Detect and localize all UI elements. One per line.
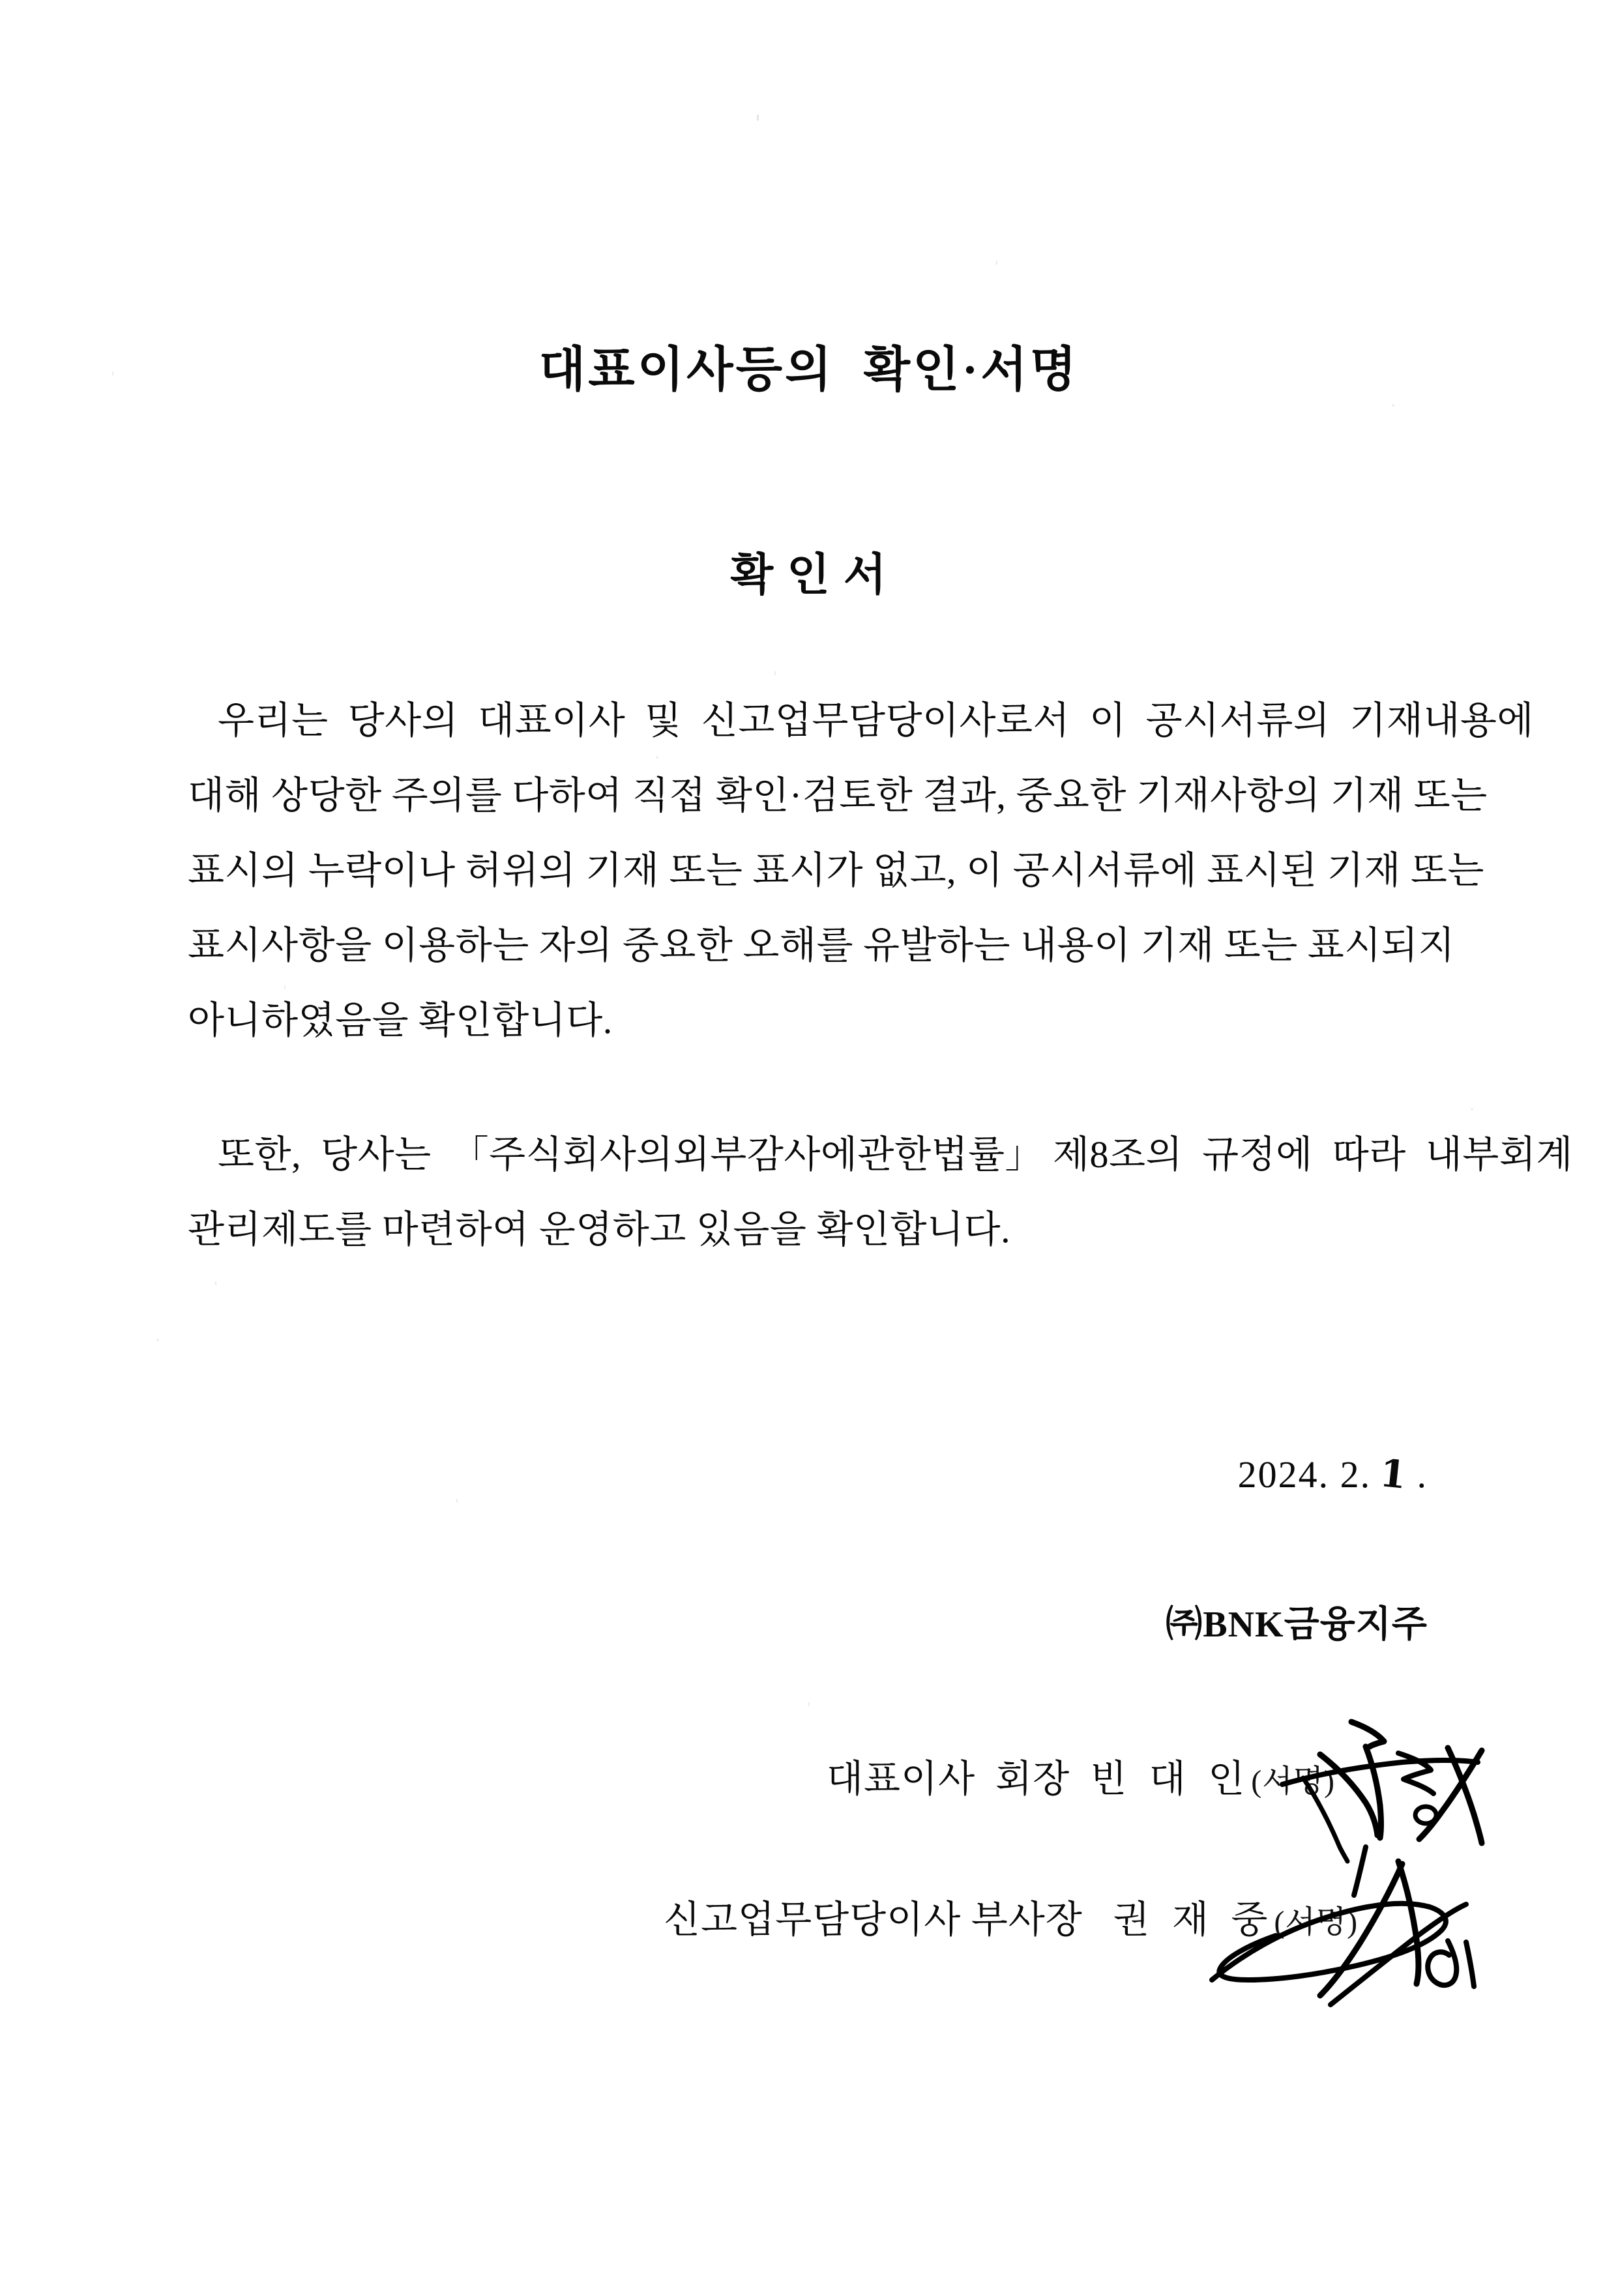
confirmation-paragraph-2 bbox=[188, 1117, 1573, 1267]
scan-speckle bbox=[1471, 1108, 1473, 1111]
scan-speckle bbox=[808, 1702, 810, 1706]
scan-speckle bbox=[215, 1281, 216, 1285]
signature-row-officer bbox=[664, 1889, 1358, 1943]
paragraph-line: 대해 상당한 주의를 다하여 직접 확인·검토한 결과, 중요한 기재사항의 기재 또는 bbox=[188, 774, 1488, 817]
date-trailing-period: . bbox=[1417, 1453, 1428, 1496]
document-subtitle: 확 인 서 bbox=[730, 550, 888, 600]
paragraph-line: 표시의 누락이나 허위의 기재 또는 표시가 없고, 이 공시서류에 표시된 기재 또는 bbox=[188, 849, 1484, 892]
scan-speckle bbox=[757, 115, 759, 121]
signature-name: 빈 대 인 bbox=[1090, 1758, 1252, 1800]
date-day-handwritten: 1 bbox=[1377, 1450, 1410, 1498]
signature-title: 신고업무담당이사 부사장 bbox=[664, 1898, 1083, 1941]
signature-seal-label: (서명) bbox=[1251, 1764, 1335, 1799]
scan-speckle bbox=[996, 261, 997, 265]
page-title: 대표이사등의 확인·서명 bbox=[538, 343, 1080, 397]
company-name: ㈜BNK금융지주 bbox=[1166, 1605, 1428, 1645]
scan-speckle bbox=[774, 671, 776, 675]
confirmation-paragraph-1 bbox=[188, 683, 1534, 1058]
scan-speckle bbox=[156, 1339, 159, 1341]
signature-title: 대표이사 회장 bbox=[827, 1758, 1070, 1800]
signing-date bbox=[0, 1452, 1428, 1496]
signature-seal-label: (서명) bbox=[1274, 1905, 1359, 1940]
signature-name: 권 재 중 bbox=[1113, 1898, 1274, 1941]
paragraph-line: 관리제도를 마련하여 운영하고 있음을 확인합니다. bbox=[188, 1208, 1011, 1251]
paragraph-line: 또한, 당사는 「주식회사의외부감사에관한법률」 제8조의 규정에 따라 내부회계 bbox=[218, 1133, 1573, 1176]
scan-speckle bbox=[1392, 404, 1394, 407]
signature-row-ceo bbox=[827, 1748, 1335, 1803]
paragraph-line: 표시사항을 이용하는 자의 중요한 오해를 유발하는 내용이 기재 또는 표시되지 bbox=[188, 924, 1455, 966]
date-year-month: 2024. 2. bbox=[1237, 1453, 1372, 1496]
paragraph-line: 아니하였음을 확인합니다. bbox=[188, 999, 613, 1041]
paragraph-line: 우리는 당사의 대표이사 및 신고업무담당이사로서 이 공시서류의 기재내용에 bbox=[218, 699, 1534, 742]
scan-speckle bbox=[456, 1499, 458, 1503]
